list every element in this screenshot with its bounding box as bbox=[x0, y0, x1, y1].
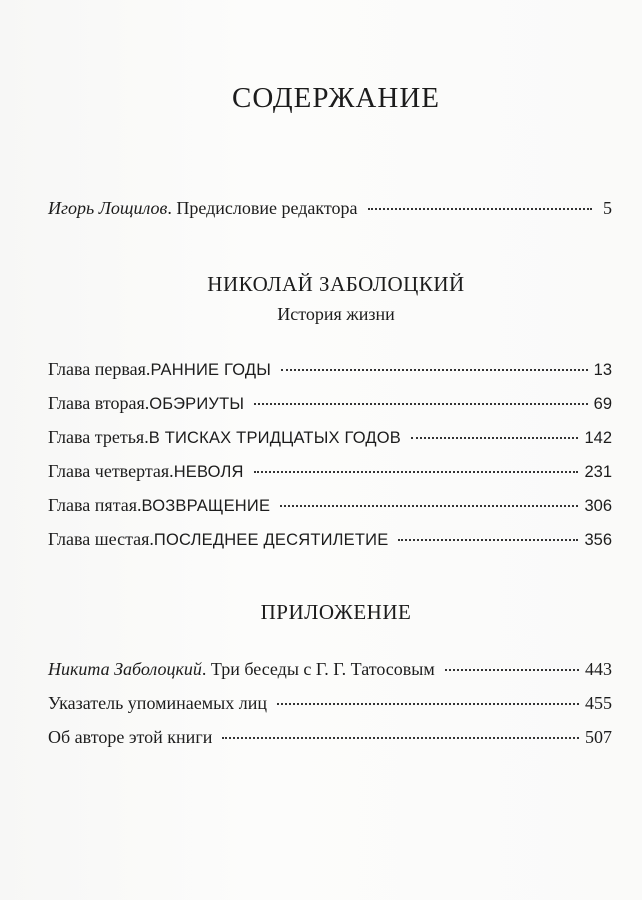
chapter-prefix: Глава первая. bbox=[48, 359, 151, 379]
chapter-prefix: Глава шестая. bbox=[48, 529, 154, 549]
dot-leader bbox=[222, 737, 579, 739]
entry-page-number: 443 bbox=[585, 659, 612, 679]
dot-leader bbox=[254, 471, 579, 473]
toc-entry-appendix-1[interactable] bbox=[48, 659, 612, 683]
chapter-prefix: Глава пятая. bbox=[48, 495, 142, 515]
entry-author: Игорь Лощилов bbox=[48, 198, 168, 218]
entry-page-number: 231 bbox=[584, 463, 612, 481]
entry-title: Указатель упоминаемых лиц bbox=[48, 693, 267, 713]
dot-leader bbox=[398, 539, 578, 541]
entry-title: . Три беседы с Г. Г. Татосовым bbox=[201, 659, 435, 679]
entry-title: Об авторе этой книги bbox=[48, 727, 213, 747]
dot-leader bbox=[254, 403, 587, 405]
entry-page-number: 5 bbox=[603, 198, 612, 218]
toc-entry-chapter-6[interactable] bbox=[48, 529, 612, 553]
part-subtitle: История жизни bbox=[277, 304, 395, 324]
entry-page-number: 13 bbox=[593, 361, 612, 379]
part-title: НИКОЛАЙ ЗАБОЛОЦКИЙ bbox=[207, 272, 465, 296]
chapter-title: НЕВОЛЯ bbox=[173, 463, 244, 481]
dot-leader bbox=[280, 505, 578, 507]
entry-page-number: 507 bbox=[585, 727, 612, 747]
toc-entry-preface[interactable] bbox=[48, 198, 612, 222]
page-title: СОДЕРЖАНИЕ bbox=[232, 82, 440, 114]
toc-entry-chapter-3[interactable] bbox=[48, 427, 612, 451]
entry-title: . Предисловие редактора bbox=[167, 198, 358, 218]
entry-page-number: 69 bbox=[593, 395, 612, 413]
dot-leader bbox=[368, 208, 592, 210]
dot-leader bbox=[445, 669, 579, 671]
toc-entry-chapter-2[interactable] bbox=[48, 393, 612, 417]
entry-author: Никита Заболоцкий bbox=[48, 659, 202, 679]
chapter-title: ПОСЛЕДНЕЕ ДЕСЯТИЛЕТИЕ bbox=[153, 531, 389, 549]
entry-page-number: 142 bbox=[584, 429, 612, 447]
entry-page-number: 455 bbox=[585, 693, 612, 713]
dot-leader bbox=[411, 437, 578, 439]
chapter-title: В ТИСКАХ ТРИДЦАТЫХ ГОДОВ bbox=[148, 429, 401, 447]
entry-page-number: 356 bbox=[584, 531, 612, 549]
chapter-prefix: Глава третья. bbox=[48, 427, 149, 447]
toc-entry-chapter-5[interactable] bbox=[48, 495, 612, 519]
dot-leader bbox=[281, 369, 588, 371]
toc-entry-chapter-4[interactable] bbox=[48, 461, 612, 485]
dot-leader bbox=[277, 703, 579, 705]
toc-entry-appendix-3[interactable] bbox=[48, 727, 612, 751]
chapter-prefix: Глава четвертая. bbox=[48, 461, 174, 481]
entry-page-number: 306 bbox=[584, 497, 612, 515]
toc-entry-chapter-1[interactable] bbox=[48, 359, 612, 383]
chapter-title: ВОЗВРАЩЕНИЕ bbox=[141, 497, 271, 515]
chapter-title: ОБЭРИУТЫ bbox=[149, 395, 245, 413]
chapter-prefix: Глава вторая. bbox=[48, 393, 150, 413]
toc-entry-appendix-2[interactable] bbox=[48, 693, 612, 717]
chapter-title: РАННИЕ ГОДЫ bbox=[150, 361, 272, 379]
appendix-title: ПРИЛОЖЕНИЕ bbox=[260, 600, 412, 624]
